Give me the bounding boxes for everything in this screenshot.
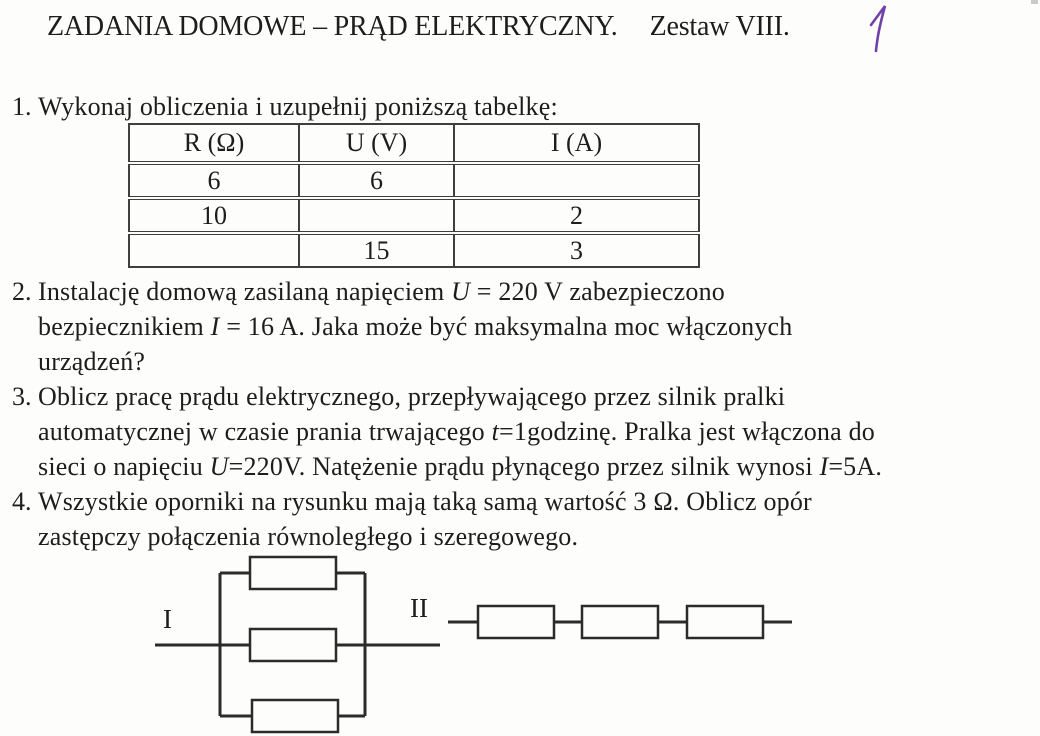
text-segment: automatycznej w czasie prania trwającego	[38, 417, 492, 446]
scan-artifact	[1031, 0, 1038, 4]
table-header-row	[129, 124, 699, 163]
problem-4-line-2	[38, 519, 812, 554]
parallel-circuit-diagram	[155, 557, 440, 732]
resistor	[250, 557, 336, 589]
physics-symbol: U	[451, 277, 471, 306]
worksheet-title-text: ZADANIA DOMOWE – PRĄD ELEKTRYCZNY.	[47, 11, 618, 42]
problem-2	[12, 274, 792, 379]
text-segment: sieci o napięciu	[38, 452, 210, 481]
problem-1-line-1	[38, 89, 558, 124]
table-row	[129, 198, 699, 233]
worksheet-title	[47, 11, 790, 43]
table-header-current: I (A)	[454, 124, 699, 163]
worksheet-set-label: Zestaw VIII.	[649, 11, 790, 42]
problem-2-line-3	[38, 344, 792, 379]
text-segment: bezpiecznikiem	[38, 312, 211, 341]
problem-3-line-1	[38, 379, 882, 414]
table-cell: 3	[454, 233, 699, 267]
table-cell	[299, 198, 454, 233]
problem-3-number: 3.	[12, 382, 32, 411]
table-row	[129, 233, 699, 267]
problem-2-number: 2.	[12, 277, 32, 306]
problem-3-line-3	[38, 449, 882, 484]
series-circuit-diagram	[410, 593, 792, 638]
text-segment: Oblicz pracę prądu elektrycznego, przepływającego przez silnik pralki	[38, 382, 786, 411]
text-segment: zastępczy połączenia równoległego i szeregowego.	[38, 522, 579, 551]
problem-3-line-2	[38, 414, 882, 449]
resistor	[582, 606, 658, 638]
table-row	[129, 163, 699, 198]
table-cell: 6	[299, 163, 454, 198]
table-header-resistance: R (Ω)	[129, 124, 299, 163]
text-segment: =220V. Natężenie prądu płynącego przez silnik wynosi	[228, 452, 820, 481]
table-cell: 6	[129, 163, 299, 198]
text-segment: =1godzinę. Pralka jest włączona do	[499, 417, 875, 446]
physics-symbol: I	[819, 452, 829, 481]
text-segment: =5A.	[828, 452, 883, 481]
table-cell	[129, 233, 299, 267]
ohms-law-table	[128, 123, 700, 268]
series-circuit-label: II	[410, 593, 428, 623]
problem-4	[12, 484, 812, 554]
table-cell: 2	[454, 198, 699, 233]
text-segment: Wykonaj obliczenia i uzupełnij poniższą tabelkę:	[38, 92, 558, 121]
physics-symbol: I	[210, 312, 220, 341]
table-cell: 15	[299, 233, 454, 267]
text-segment: Instalację domową zasilaną napięciem	[38, 277, 452, 306]
text-segment: urządzeń?	[38, 347, 146, 376]
resistor	[687, 606, 763, 638]
text-segment: = 16 A. Jaka może być maksymalna moc włączonych	[219, 312, 793, 341]
problem-3	[12, 379, 882, 484]
problem-1-number: 1.	[12, 92, 32, 121]
problem-4-number: 4.	[12, 487, 32, 516]
problem-2-line-1	[38, 274, 792, 309]
physics-symbol: U	[209, 452, 229, 481]
text-segment: Wszystkie oporniki na rysunku mają taką samą wartość 3 Ω. Oblicz opór	[38, 487, 812, 516]
text-segment: = 220 V zabezpieczono	[470, 277, 725, 306]
handwritten-pen-mark-icon	[866, 2, 896, 54]
resistor	[478, 606, 554, 638]
resistor	[252, 700, 338, 732]
problem-1	[12, 89, 558, 124]
problem-4-line-1	[38, 484, 812, 519]
parallel-circuit-label: I	[163, 604, 172, 634]
table-header-voltage: U (V)	[299, 124, 454, 163]
resistor	[250, 629, 336, 661]
circuit-diagrams	[0, 551, 1040, 736]
problem-2-line-2	[38, 309, 792, 344]
table-cell: 10	[129, 198, 299, 233]
table-cell	[454, 163, 699, 198]
physics-symbol: t	[491, 417, 500, 446]
